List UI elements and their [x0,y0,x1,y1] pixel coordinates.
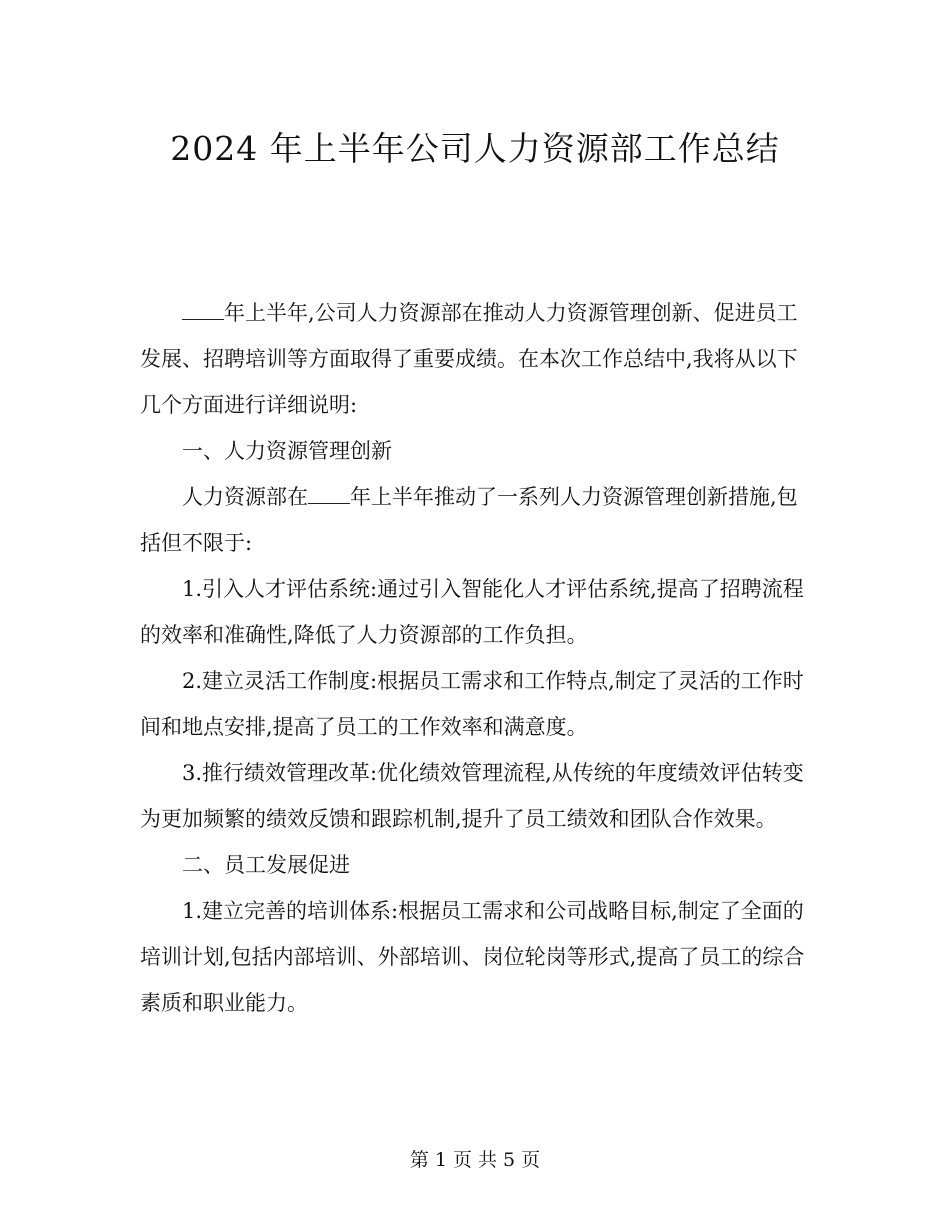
section-heading-2: 二、员工发展促进 [182,853,350,877]
section-heading-1: 一、人力资源管理创新 [182,439,392,463]
intro-paragraph [140,290,812,428]
section1-intro-pre: 人力资源部在 [182,485,308,509]
list-item: 2.建立灵活工作制度:根据员工需求和工作特点,制定了灵活的工作时间和地点安排,提高了员工的工作效率和满意度。 [140,669,804,739]
list-item: 1.建立完善的培训体系:根据员工需求和公司战略目标,制定了全面的培训计划,包括内部培训、外部培训、岗位轮岗等形式,提高了员工的综合素质和职业能力。 [140,899,805,1015]
blank-line [308,483,350,504]
blank-line [182,299,224,320]
section1-intro-paragraph [140,474,812,566]
document-body [140,290,812,1026]
list-item: 3.推行绩效管理改革:优化绩效管理流程,从传统的年度绩效评估转变为更加频繁的绩效反馈和跟踪机制,提升了员工绩效和团队合作效果。 [140,761,804,831]
section1-intro-post: 年上半年推动了一系列人力资源管理创新措施,包括但不限于: [140,485,798,555]
page-footer: 第 1 页 共 5 页 [409,1149,541,1171]
list-item: 1.引入人才评估系统:通过引入智能化人才评估系统,提高了招聘流程的效率和准确性,降低了人力资源部的工作负担。 [140,577,804,647]
intro-text: 年上半年,公司人力资源部在推动人力资源管理创新、促进员工发展、招聘培训等方面取得了重要成绩。在本次工作总结中,我将从以下几个方面进行详细说明: [140,301,798,417]
document-title: 2024 年上半年公司人力资源部工作总结 [170,129,780,168]
